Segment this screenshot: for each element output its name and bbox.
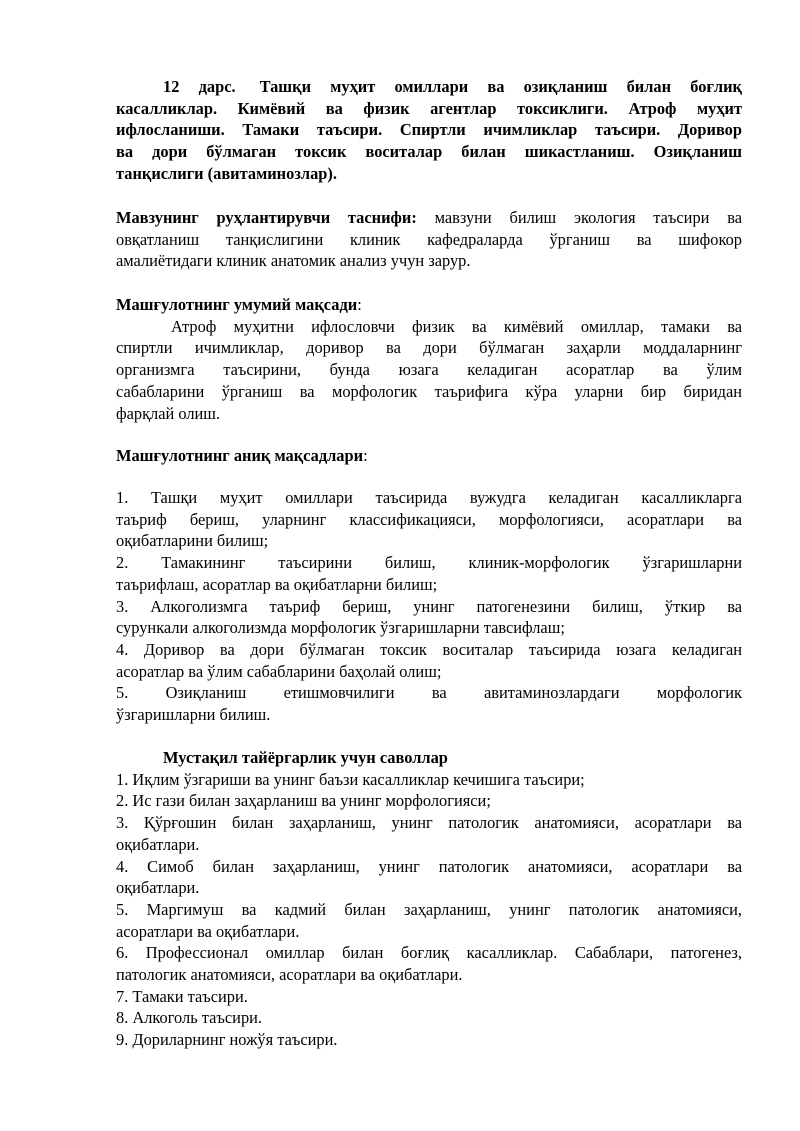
goal-item-line: оқибатларини билиш; [116, 531, 269, 551]
question-item [116, 812, 742, 855]
questions-title: Мустақил тайёргарлик учун саволлар [163, 748, 448, 767]
lesson-title-part: Ташқи муҳит омиллари ва озиқланиш билан боғлиқ [259, 77, 742, 96]
general-goal-line: сабабларини ўрганиш ва морфологик таърифига кўра уларни бир биридан [116, 381, 742, 401]
goal-item-line: 4. Доривор ва дори бўлмаган токсик воситалар таъсирида юзага келадиган [116, 639, 742, 659]
goal-item [116, 682, 742, 725]
goal-item-line: 3. Алкоголизмга таъриф бериш, унинг патогенезини билиш, ўткир ва [116, 596, 742, 616]
question-item-line: оқибатлари. [116, 834, 200, 854]
goal-item [116, 552, 742, 595]
goal-item-line: сурункали алкоголизмда морфологик ўзгаришларни тавсифлаш; [116, 618, 565, 638]
general-goal-label: Машғулотнинг умумий мақсади [116, 295, 358, 314]
question-item-line: 8. Алкоголь таъсири. [116, 1008, 263, 1028]
motivation-label: Мавзунинг руҳлантирувчи таснифи: [116, 208, 417, 227]
questions-section [116, 747, 742, 1051]
motivation-line: овқатланиш танқислигини клиник кафедраларда ўрганиш ва шифокор [116, 229, 742, 249]
question-item-line: 1. Иқлим ўзгариши ва унинг баъзи касалликлар кечишига таъсири; [116, 769, 585, 789]
question-item [116, 986, 742, 1008]
question-item [116, 856, 742, 899]
question-item [116, 942, 742, 985]
motivation-text: мавзуни билиш экология таъсири ва [416, 208, 742, 227]
specific-goals-label: Машғулотнинг аниқ мақсадлари [116, 446, 364, 465]
general-goal-heading [116, 294, 742, 316]
motivation-line [116, 207, 742, 229]
goal-item-line: ўзгаришларни билиш. [116, 705, 271, 725]
goal-item-line: 1. Ташқи муҳит омиллари таъсирида вужудга келадиган касалликларга [116, 488, 742, 507]
header-line: ва дори бўлмаган токсик воситалар билан шикастланиш. Озиқланиш [116, 142, 742, 162]
question-item [116, 1029, 742, 1051]
goal-item-line: 2. Тамакининг таъсирини билиш, клиник-морфологик ўзгаришларни [116, 553, 742, 573]
colon: : [357, 295, 362, 314]
specific-goals-heading [116, 445, 742, 467]
question-item-line: 6. Профессионал омиллар билан боғлиқ касалликлар. Сабаблари, патогенез, [116, 943, 742, 963]
question-item-line: 2. Ис гази билан заҳарланиш ва унинг морфологияси; [116, 791, 491, 811]
question-item-line: 9. Дориларнинг ножўя таъсири. [116, 1030, 338, 1050]
question-item [116, 790, 742, 812]
motivation-line: амалиётидаги клиник анатомик анализ учун зарур. [116, 251, 471, 271]
specific-goals-list [116, 487, 742, 726]
question-item-line: 7. Тамаки таъсири. [116, 986, 248, 1006]
specific-goals-heading-block [116, 445, 742, 467]
goal-item-line: 5. Озиқланиш етишмовчилиги ва авитаминозлардаги морфологик [116, 683, 742, 703]
goal-item-line: асоратлар ва ўлим сабабларини баҳолай олиш; [116, 661, 442, 681]
header-line: ифлосланиши. Тамаки таъсири. Спиртли ичимликлар таъсири. Доривор [116, 120, 742, 140]
lesson-number: 12 дарс. [163, 77, 236, 96]
general-goal-line: организмга таъсирини, бунда юзага келадиган асоратлар ва ўлим [116, 360, 742, 380]
header-line [116, 76, 742, 98]
question-item-line: асоратлари ва оқибатлари. [116, 921, 300, 941]
question-item-line: патологик анатомияси, асоратлари ва оқибатлари. [116, 965, 463, 985]
questions-list [116, 769, 742, 1051]
question-item [116, 1007, 742, 1029]
question-item-line: 5. Маргимуш ва кадмий билан заҳарланиш, унинг патологик анатомияси, [116, 899, 742, 919]
goal-item [116, 487, 742, 552]
general-goal-line: спиртли ичимликлар, доривор ва дори бўлмаган заҳарли моддаларнинг [116, 338, 742, 358]
question-item [116, 899, 742, 942]
general-goal-line: Атроф муҳитни ифлословчи физик ва кимёвий омиллар, тамаки ва [171, 316, 742, 336]
motivation-section [116, 207, 742, 272]
question-item-line: оқибатлари. [116, 878, 200, 898]
question-item-line: 4. Симоб билан заҳарланиш, унинг патологик анатомияси, асоратлари ва [116, 856, 742, 876]
lesson-header [116, 76, 742, 185]
question-item-line: 3. Қўрғошин билан заҳарланиш, унинг патологик анатомияси, асоратлари ва [116, 813, 742, 833]
goal-item [116, 639, 742, 682]
general-goal-section [116, 294, 742, 424]
question-item [116, 769, 742, 791]
goal-item [116, 596, 742, 639]
header-line: касалликлар. Кимёвий ва физик агентлар токсиклиги. Атроф муҳит [116, 98, 742, 118]
colon: : [363, 446, 368, 465]
goal-item-line: таъриф бериш, уларнинг классификацияси, морфологияси, асоратлари ва [116, 509, 742, 529]
goal-item-line: таърифлаш, асоратлар ва оқибатларни билиш; [116, 574, 438, 594]
header-line: танқислиги (авитаминозлар). [116, 163, 337, 183]
general-goal-line: фарқлай олиш. [116, 403, 221, 423]
